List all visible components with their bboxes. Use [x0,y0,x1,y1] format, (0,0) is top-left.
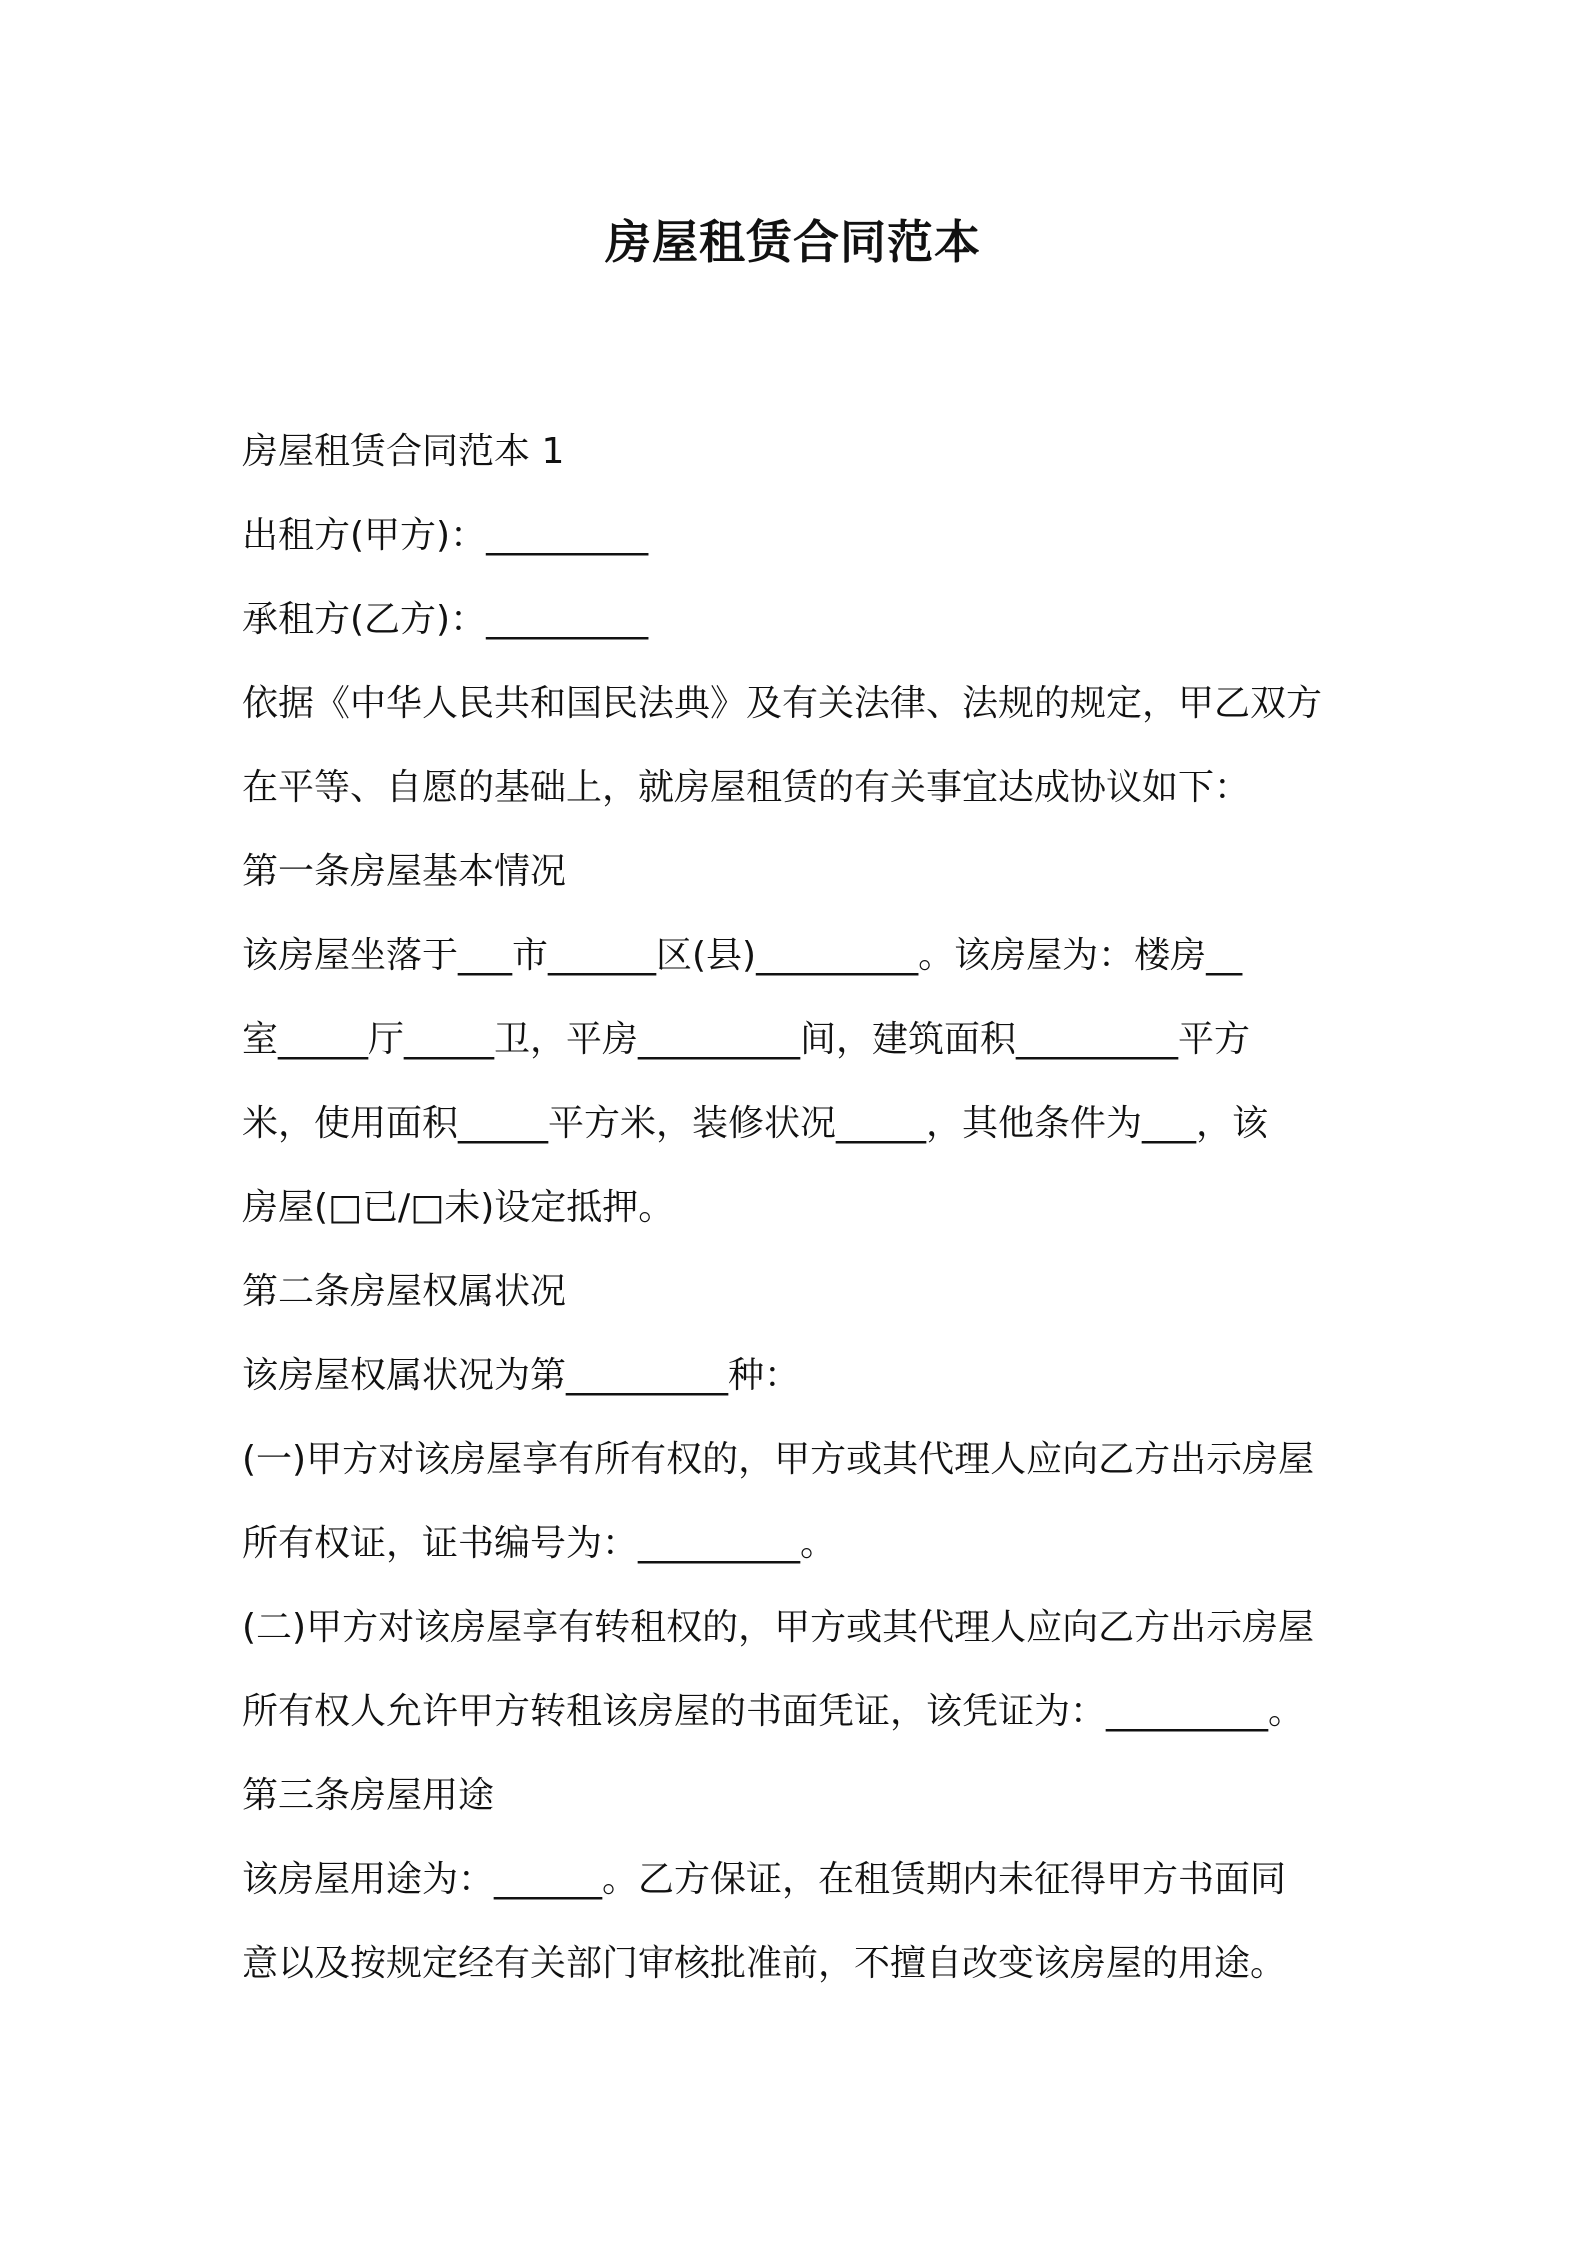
article-1-line-2: 室_____厅_____卫，平房_________间，建筑面积_________平方 [242,1019,1251,1060]
preamble-line-2: 在平等、自愿的基础上，就房屋租赁的有关事宜达成协议如下： [242,767,1251,808]
document-title: 房屋租赁合同范本 [605,215,981,269]
article-2-clause-1-line-2: 所有权证，证书编号为：_________。 [242,1523,837,1564]
article-1-line-4: 房屋(□已/□未)设定抵押。 [242,1187,675,1228]
lessee-line: 承租方(乙方)：_________ [242,599,649,640]
article-1-line-3: 米，使用面积_____平方米，装修状况_____，其他条件为___，该 [242,1103,1269,1144]
article-3-line-2: 意以及按规定经有关部门审核批准前，不擅自改变该房屋的用途。 [242,1943,1287,1984]
article-1-heading: 第一条房屋基本情况 [242,851,567,892]
preamble-line-1: 依据《中华人民共和国民法典》及有关法律、法规的规定，甲乙双方 [242,683,1323,724]
document-body [242,410,1352,2006]
article-1-line-1: 该房屋坐落于___市______区(县)_________。该房屋为：楼房__ [242,935,1243,976]
article-2-clause-1-line-1: (一)甲方对该房屋享有所有权的，甲方或其代理人应向乙方出示房屋 [242,1439,1315,1480]
section-heading-sample-1: 房屋租赁合同范本 1 [242,431,565,472]
article-3-line-1: 该房屋用途为：______。乙方保证，在租赁期内未征得甲方书面同 [242,1859,1287,1900]
article-3-heading: 第三条房屋用途 [242,1775,495,1816]
article-2-clause-2-line-1: (二)甲方对该房屋享有转租权的，甲方或其代理人应向乙方出示房屋 [242,1607,1315,1648]
article-2-heading: 第二条房屋权属状况 [242,1271,567,1312]
article-2-clause-2-line-2: 所有权人允许甲方转租该房屋的书面凭证，该凭证为：_________。 [242,1691,1305,1732]
article-2-line-1: 该房屋权属状况为第_________种： [242,1355,801,1396]
lessor-line: 出租方(甲方)：_________ [242,515,649,556]
